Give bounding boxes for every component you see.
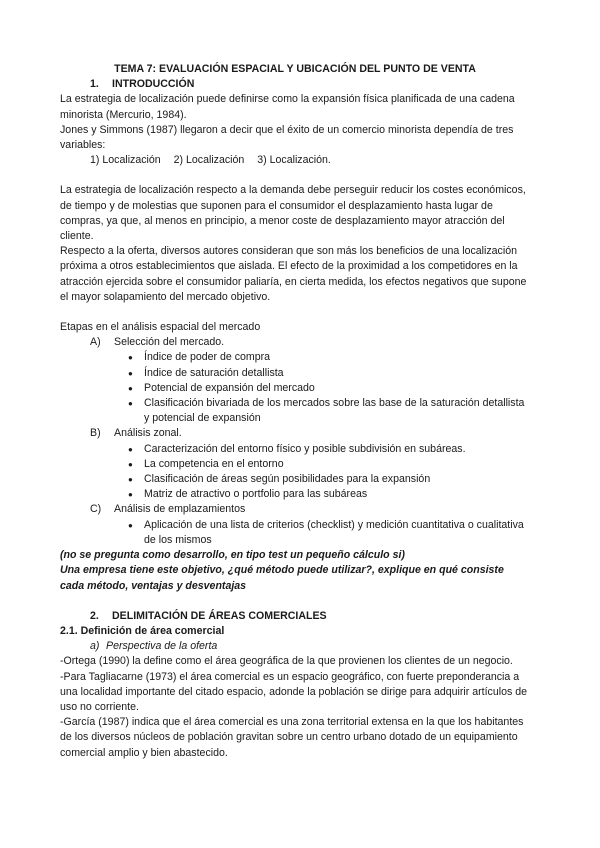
stage-a-list bbox=[60, 350, 530, 426]
stage-a-label: A) bbox=[90, 336, 101, 349]
intro-paragraph-4: Respecto a la oferta, diversos autores consideran que son más los beneficios de una localización próxima a otros establecimientos que aislada. El efecto de la proximidad a los competidores en la atracción ejercida sobre el consumidor paliaría, en cierta medida, los efectos negativos que supone el mayor solapamiento del mercado objetivo. bbox=[60, 245, 527, 303]
list-item: ● Índice de saturación detallista bbox=[128, 366, 530, 381]
section-1-heading bbox=[60, 77, 530, 92]
spacer bbox=[60, 594, 530, 609]
exam-note: (no se pregunta como desarrollo, en tipo test un pequeño cálculo si) bbox=[60, 549, 405, 562]
list-item: ● Clasificación bivariada de los mercados sobre las base de la saturación detallista y potencial de expansión bbox=[128, 396, 530, 426]
stage-a bbox=[60, 335, 530, 350]
stage-a-title: Selección del mercado. bbox=[114, 336, 225, 349]
spacer bbox=[60, 305, 530, 320]
subsubsection-label: a) bbox=[90, 640, 100, 653]
intro-paragraph-2: Jones y Simmons (1987) llegaron a decir que el éxito de un comercio minorista dependía de tres variables: bbox=[60, 123, 514, 152]
section-1-title: INTRODUCCIÓN bbox=[112, 78, 195, 91]
stage-b-label: B) bbox=[90, 427, 101, 440]
stages-intro: Etapas en el análisis espacial del mercado bbox=[60, 321, 261, 334]
list-item: ● Clasificación de áreas según posibilidades para la expansión bbox=[128, 472, 530, 487]
section-1-number: 1. bbox=[90, 78, 99, 91]
variables-list bbox=[60, 153, 530, 168]
variable-2: 2) Localización bbox=[173, 154, 245, 167]
intro-paragraph-1: La estrategia de localización puede definirse como la expansión física planificada de una cadena minorista (Mercurio, 1984). bbox=[60, 93, 515, 121]
stage-b bbox=[60, 426, 530, 441]
stage-c bbox=[60, 502, 530, 517]
definition-garcia: -García (1987) indica que el área comercial es una zona territorial extensa en la que los habitantes de los diversos núcleos de población gravitan sobre un centro urbano dotado de un equipamiento comercial amplio y bien abastecido. bbox=[60, 716, 524, 759]
intro-paragraph-3: La estrategia de localización respecto a la demanda debe perseguir reducir los costes económicos, de tiempo y de molestias que suponen para el consumidor el desplazamiento hasta lugar de compras, ya que, al menos en principio, a menor coste de desplazamiento mayor atracción del cliente. bbox=[60, 184, 526, 243]
list-item: ● Potencial de expansión del mercado bbox=[128, 381, 530, 396]
list-item: ● Aplicación de una lista de criterios (checklist) y medición cuantitativa o cualitativa de los mismos bbox=[128, 518, 530, 548]
list-item: ● Caracterización del entorno físico y posible subdivisión en subáreas. bbox=[128, 442, 530, 457]
document-title: TEMA 7: EVALUACIÓN ESPACIAL Y UBICACIÓN DEL PUNTO DE VENTA bbox=[114, 63, 476, 75]
subsubsection-title: Perspectiva de la oferta bbox=[106, 640, 218, 653]
list-item: ● La competencia en el entorno bbox=[128, 457, 530, 472]
stage-c-title: Análisis de emplazamientos bbox=[114, 503, 246, 516]
stage-b-title: Análisis zonal. bbox=[114, 427, 182, 440]
section-2-heading bbox=[60, 609, 530, 624]
variable-1: 1) Localización bbox=[90, 154, 161, 167]
stage-c-list bbox=[60, 518, 530, 548]
subsection-heading: 2.1. Definición de área comercial bbox=[60, 624, 225, 637]
list-item: ● Índice de poder de compra bbox=[128, 350, 530, 365]
definition-ortega: -Ortega (1990) la define como el área geográfica de la que provienen los clientes de un negocio. bbox=[60, 655, 513, 668]
exam-question: Una empresa tiene este objetivo, ¿qué método puede utilizar?, explique en qué consiste cada método, ventajas y desventajas bbox=[60, 564, 504, 592]
list-item: ● Matriz de atractivo o portfolio para las subáreas bbox=[128, 487, 530, 502]
variable-3: 3) Localización. bbox=[257, 154, 331, 167]
spacer bbox=[60, 168, 530, 183]
section-2-number: 2. bbox=[90, 609, 99, 622]
stage-b-list bbox=[60, 442, 530, 503]
definition-tagliacarne: -Para Tagliacarne (1973) el área comercial es un espacio geográfico, con fuerte preponderancia a una localidad importante del citado espacio, adonde la población se dirige para adquirir artículos de uso no corriente. bbox=[60, 670, 528, 713]
subsubsection-heading bbox=[60, 639, 530, 654]
section-2-title: DELIMITACIÓN DE ÁREAS COMERCIALES bbox=[112, 609, 327, 622]
stage-c-label: C) bbox=[90, 503, 102, 516]
